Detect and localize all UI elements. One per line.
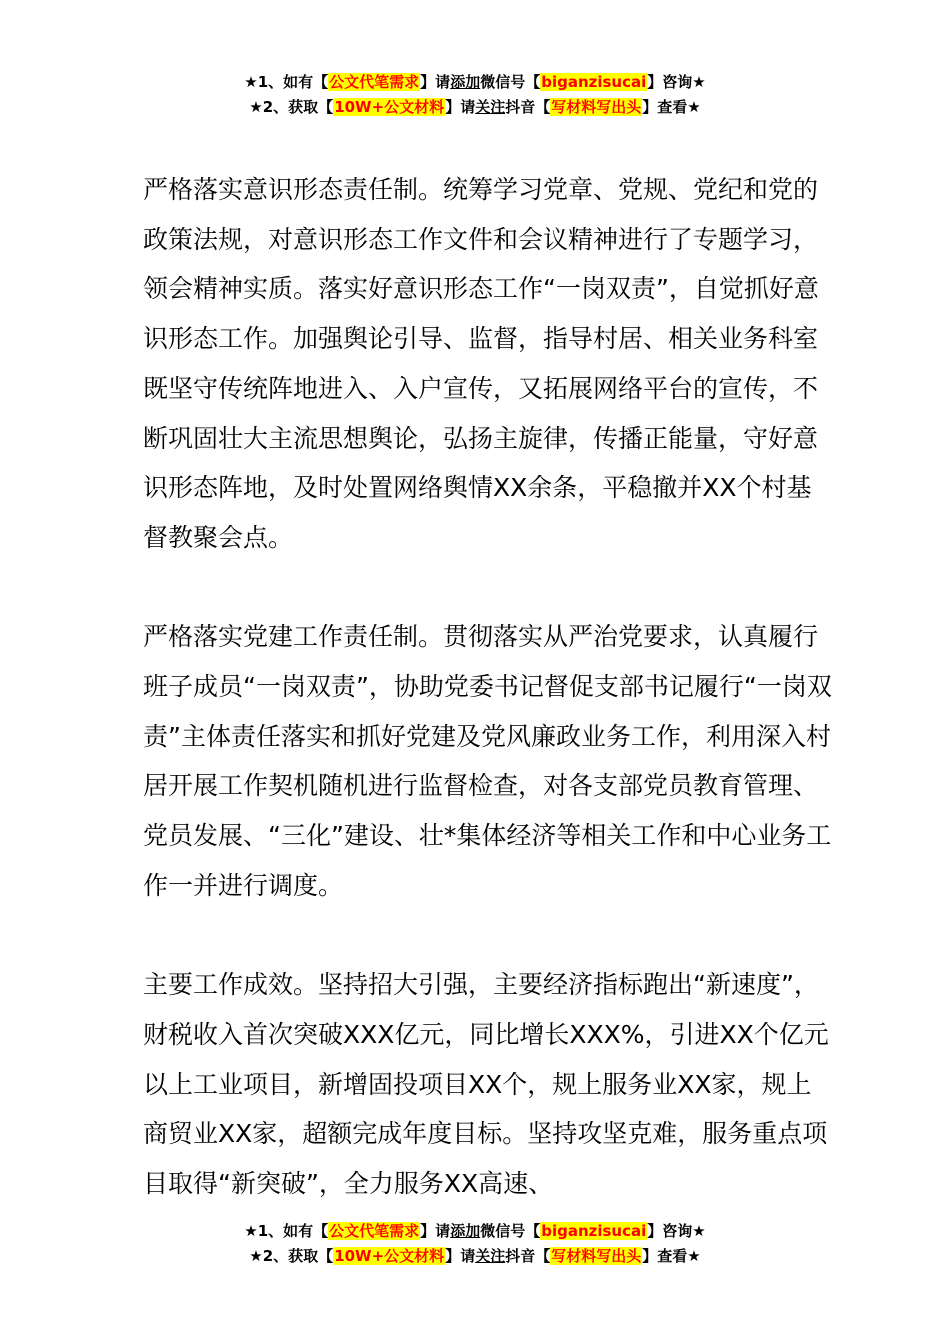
banner-text: 微信号【 [480, 1222, 541, 1240]
banner-text: ★2、获取【 [249, 98, 334, 116]
banner-underlined: 添加 [450, 73, 481, 91]
banner-text: 】咨询★ [647, 1222, 706, 1240]
banner-text: 】请 [420, 1222, 451, 1240]
banner-text: ★2、获取【 [249, 1247, 334, 1265]
banner-text: 抖音【 [505, 1247, 551, 1265]
banner-text: 抖音【 [505, 98, 551, 116]
banner-highlight: 写材料写出头 [551, 1247, 642, 1265]
paragraph: 严格落实意识形态责任制。统筹学习党章、党规、党纪和党的政策法规，对意识形态工作文件和会议精神进行了专题学习，领会精神实质。落实好意识形态工作“一岗双责”，自觉抓好意识形态工作。加强舆论引导、监督，指导村居、相关业务科室既坚守传统阵地进入、入户宣传，又拓展网络平台的宣传，不断巩固壮大主流思想舆论，弘扬主旋律，传播正能量，守好意识形态阵地，及时处置网络舆情XX余条，平稳撤并XX个村基督教聚会点。 [143, 175, 819, 552]
header-banner [0, 70, 950, 120]
banner-highlight: 公文代笔需求 [329, 73, 420, 91]
banner-line-1 [0, 1219, 950, 1244]
banner-line-2 [0, 95, 950, 120]
banner-highlight: 公文代笔需求 [329, 1222, 420, 1240]
banner-text: 】请 [445, 1247, 476, 1265]
banner-underlined: 关注 [475, 98, 506, 116]
banner-highlight: biganzisucai [541, 1222, 647, 1240]
footer-banner [0, 1219, 950, 1269]
banner-text: 】咨询★ [647, 73, 706, 91]
banner-line-2 [0, 1244, 950, 1269]
banner-text: 】查看★ [642, 1247, 701, 1265]
banner-text: ★1、如有【 [244, 73, 329, 91]
document-body [143, 165, 833, 1258]
banner-highlight: 10W+公文材料 [334, 1247, 445, 1265]
banner-highlight: 10W+公文材料 [334, 98, 445, 116]
banner-highlight: biganzisucai [541, 73, 647, 91]
paragraph: 严格落实党建工作责任制。贯彻落实从严治党要求，认真履行班子成员“一岗双责”，协助党委书记督促支部书记履行“一岗双责”主体责任落实和抓好党建及党风廉政业务工作，利用深入村居开展工作契机随机进行监督检查，对各支部党员教育管理、党员发展、“三化”建设、壮*集体经济等相关工作和中心业务工作一并进行调度。 [143, 622, 832, 900]
banner-text: 】查看★ [642, 98, 701, 116]
banner-text: ★1、如有【 [244, 1222, 329, 1240]
banner-underlined: 添加 [450, 1222, 481, 1240]
banner-underlined: 关注 [475, 1247, 506, 1265]
banner-line-1 [0, 70, 950, 95]
banner-text: 】请 [445, 98, 476, 116]
banner-text: 】请 [420, 73, 451, 91]
banner-text: 微信号【 [480, 73, 541, 91]
paragraph: 主要工作成效。坚持招大引强，主要经济指标跑出“新速度”，财税收入首次突破XXX亿元，同比增长XXX%，引进XX个亿元以上工业项目，新增固投项目XX个，规上服务业XX家，规上商贸业XX家，超额完成年度目标。坚持攻坚克难，服务重点项目取得“新突破”，全力服务XX高速、 [143, 970, 829, 1199]
banner-highlight: 写材料写出头 [551, 98, 642, 116]
